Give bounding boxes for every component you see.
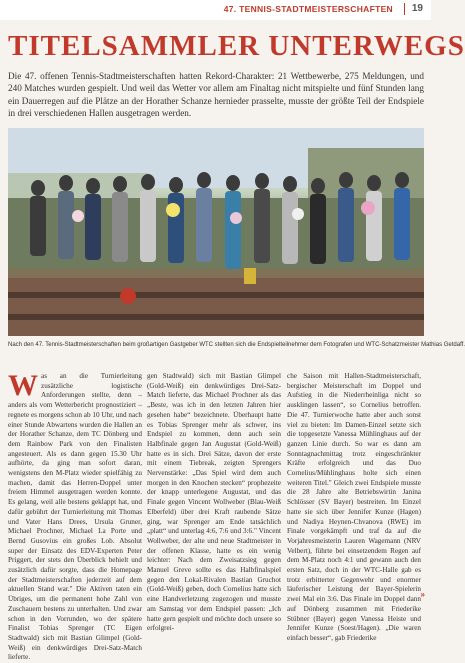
photo-caption: Nach den 47. Tennis-Stadtmeisterschaften beim großartigen Gastgeber WTC stellten sich die Endspielteilnehmer dem Fotografen und WTC-Schatzmeister Mathias Getdaff.: [8, 342, 465, 348]
drop-cap: W: [8, 369, 38, 402]
page-title: TITELSAMMLER UNTERWEGS: [8, 30, 465, 62]
group-photo-illustration: [8, 128, 424, 336]
column-2-text: gen Stadtwald) sich mit Bastian Glimpel (Gold-Weiß) ein denkwürdiges Drei-Satz-Match lieferte, das Michael Prochner als das „Beste, was ich in den letzten Jahren hier gesehen habe“ bezeichnete. Überhaupt hatte es Tobias Sprenger mehr als schwer, ins Endspiel zu kommen, denn auch sein Halbfinale gegen Jan Augustat (Gold-Weiß) hatte es in sich. Drei Sätze, davon der erste mit einem Tiebreak, zeigten Sprengers Nervenstärke: „Das Spiel wird dem auch morgen in den Knochen stecken“ prophezeite der knapp unterlegene Augustat, und das Finale gegen Vincent Wollweber (Blau-Weiß Elberfeld) über drei Kraft raubende Sätze ging, war Sprenger am Ende tatsächlich „platt“ und unterlag 4:6, 7:6 und 3:6." Vincent Wollweber, der alte und neue Stadtmeister in der offenen Klasse, hatte es ein wenig leichter: Nach dem Zweisatzsieg gegen Manuel Greve sollte es das Halbfinalspiel gegen den Lokal-Rivalen Bastian Gruchot (Gold-Weiß) geben, doch Cornelius hatte sich eine Handverletzung zugezogen und musste am Samstag vor dem Endspiel passen: „Ich hatte gern gespielt und möchte doch unsere so erfolgrei-: [147, 372, 281, 633]
column-3-text: che Saison mit Hallen-Stadtmeisterschaft, bergischer Meisterschaft im Doppel und Aufstieg in die Niederrheinliga nicht so ausklingen lassen“, so Cornelius betroffen. Die 47. Turnierwoche hatte aber auch sonst viel zu bieten: Im Damen-Einzel setzte sich die topgesetzte Vanessa Mühlinghaus auf der ganzen Linie durch. So war es dann am Sonntagnachmittag trotz eingeschränkter Kräfte erfolgreich und das Duo Cornelius/Mühlinghaus holte sich einen weiteren Titel." Gleich zwei Endspiele musste die 28 Jahre alte Betriebswirtin Janina Schlösser (SV Bayer) bestreiten. Im Einzel hatte sie sich über Jennifer Kunze (Hagen) und Nadiya Heynen-Chvanova (RWE) im Finale vorgekämpft und traf da auf die Vorjahresmeisterin Lauren Wagemann (NRV Velbert), führte bei einsetzendem Regen auf dem M-Platz noch 4:1 und gewann auch den ersten Satz, doch in der WTC-Halle gab es trotz erbitterter Gegenwehr und enormer läuferischer Leistung der Bayer-Spielerin zwei Mal ein 3:6. Das Finale im Doppel dann auf Dönberg zusammen mit Friederike Stübner (Bayer) gegen Vanessa Heiste und Jennifer Kunze (Soest/Hagen). „Die waren einfach besser“, gab Friederike: [287, 372, 421, 642]
article-column-1: [8, 369, 142, 662]
column-1-text: as an die Turnierleitung zusätzliche logistische Anforderungen stellte, denn – anders als vom Wetterbericht prognostiziert – regnete es morgens schon ab 10 Uhr, und nach einer Stunde Abwartens wurden die Hallen an der Horather Schanze, dem TC Dönberg und dem Rainbow Park von den Finalisten angesteuert. Als es dann gegen 15.30 Uhr aufhörte, da ging man sofort daran, wenigstens den M-Platz wieder spielfähig zu machen, damit das Herren-Doppel unter freiem Himmel ausgetragen werden konnte. Es gelang, weil alle bestens geklappt hat, und dafür gebührt der Turnierleitung mit Thomas und Vater Hans Drees, Ursula Gruner, Michael Prochner, Michael La Porte und Bernd Gusovius ein großes Lob. Absolut super der Einsatz des EDV-Experten Peter Priggert, der stets den Überblick behielt und zusätzlich dafür sorgte, dass die Homepage der Stadtmeisterschaften jederzeit auf dem aktuellen Stand war." Die Aktiven taten ein Übriges, um die permanent hohe Zahl von Zuschauern bestens zu unterhalten. Und zwar schon in den Vorrunden, wo der spätere Finalist Tobias Sprenger (TC Eigen Stadtwald) sich mit Bastian Glimpel (Gold-Weiß) ein denkwürdiges Drei-Satz-Match lieferte.: [8, 372, 142, 662]
page-number: 19: [411, 3, 423, 14]
section-title: 47. TENNIS-STADTMEISTERSCHAFTEN: [223, 4, 393, 14]
group-photo: [8, 128, 424, 336]
continue-arrow-icon: »: [420, 590, 425, 599]
article-column-3: [287, 372, 421, 642]
article-intro: Die 47. offenen Tennis-Stadtmeisterschaften hatten Rekord-Charakter: 21 Wettbewerbe, 275 Meldungen, und 240 Matches wurden gespielt. Und weil das Wetter vor allem am Finaltag nicht mitspielte und fünf Stunden lang ein Dauerregen auf die Plätze an der Horather Schanze hernieder prasselte, musste der größte Teil der Endspiele in drei verschiedenen Hallen ausgetragen werden.: [8, 71, 424, 119]
article-column-2: [147, 372, 281, 633]
header-divider: [404, 3, 405, 15]
